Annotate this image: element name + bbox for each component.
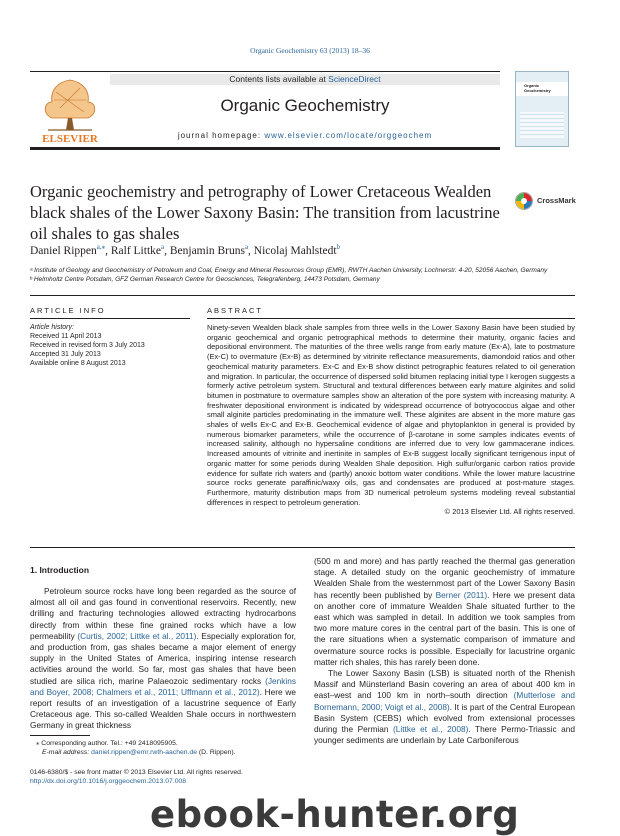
- history-revised: Received in revised form 3 July 2013: [30, 342, 145, 349]
- sciencedirect-link[interactable]: ScienceDirect: [328, 74, 381, 84]
- issn-line: 0146-6380/$ - see front matter © 2013 Elsevier Ltd. All rights reserved.: [30, 769, 243, 776]
- body-text: . It is part of the Central European Basin System (CEBS) which evolved from extensional processes during the Permian: [314, 701, 575, 735]
- author-name[interactable]: Nicolaj Mahlstedt: [253, 244, 337, 257]
- homepage-prefix: journal homepage:: [177, 131, 265, 140]
- footnote-rule: [30, 735, 90, 736]
- body-text: The Lower Saxony Basin (LSB) is situated north of the Rhenish Massif and Münsterland Basin covering an area of about 400 km in east–west and 100 km in north–south direction: [314, 668, 575, 701]
- crossmark-icon: [515, 192, 533, 210]
- contents-banner: [110, 74, 500, 85]
- citation-link[interactable]: (Curtis, 2002; Littke et al., 2011): [77, 630, 197, 641]
- elsevier-logo: [30, 72, 110, 147]
- homepage-link[interactable]: www.elsevier.com/locate/orggeochem: [264, 131, 433, 140]
- author-affiliation-mark[interactable]: b: [336, 243, 341, 251]
- body-text: . Here we report results of an investigation of a lacustrine sequence of Early Cretaceous age. This so-called Wealden Shale occurs in northwestern Germany in great thickness: [30, 686, 296, 731]
- author-list: Daniel Rippen$^{a,⁎}$, Ralf Littke$^a$, Benjamin Bruns$^a$, Nicolaj Mahlstedt$^b$: [30, 243, 341, 257]
- intro-paragraph-1: [30, 586, 296, 732]
- cover-pattern: [520, 112, 564, 138]
- affiliations: [30, 266, 590, 284]
- abstract-rule: [207, 318, 575, 319]
- author-affiliation-mark[interactable]: a: [161, 243, 165, 251]
- journal-reference[interactable]: Organic Geochemistry 63 (2013) 18–36: [250, 46, 370, 55]
- abstract-text: Ninety-seven Wealden black shale samples from three wells in the Lower Saxony Basin have been studied by organic geochemical and organic petrographical methods to determine their maturity, organic facies and depositional environment. The maturities of the three wells range from early mature (Ex-A), late to postmature (Ex-C) to overmature (Ex-B) as determined by vitrinite reflectance measurements, diamondoid ratios and other geochemical maturity parameters. Ex-C and Ex-B show distinct petrographic features related to oil generation and migration. In particular, the occurrence of dispersed solid bitumen replacing initial type I kerogen suggests a formerly active petroleum system. Structural and textural differences between early mature alginites and solid bitumen in postmature to overmature samples show an alteration of the pore system with increasing maturity. A freshwater depositional environment is indicated by widespread occurrence of botryococcus algae and other small alginite particles predominating in the immature well. These alginites are absent in the more mature gas shales of wells Ex-C and Ex-B. Geochemical evidence of algae and phytoplankton in general is provided by numerous biomarker parameters, while the occurrence of β-carotane in some samples indicates events of increased salinity, although no hypersaline conditions are inferred due to very low gammacerane indices. Increased amounts of vitrinite and inertinite in samples of Ex-B suggest locally significant terrigenous input of organic matter for some periods during Wealden Shale deposition. High sulfur/organic carbon ratios provide evidence for sulfate rich waters and (partly) anoxic bottom water conditions. While the lower mature lacustrine source rocks generate paraffinic/waxy oils, gas and condensates are produced at post-mature stages. Furthermore, maturity distribution maps from 3D numerical petroleum systems modeling reveal substantial differences in respect to petroleum generation.: [207, 323, 575, 507]
- history-received: Received 11 April 2013: [30, 333, 102, 340]
- bottom-matter: [30, 768, 310, 786]
- journal-homepage: [110, 131, 500, 140]
- crossmark-badge[interactable]: [515, 191, 575, 211]
- corresponding-author: ⁎ Corresponding author. Tel.: +49 2418095905.: [36, 740, 178, 747]
- cover-title: Organic Geochemistry: [524, 83, 551, 93]
- publisher-name: ELSEVIER: [42, 133, 98, 145]
- abstract-end-rule: [30, 547, 575, 548]
- journal-cover-image[interactable]: [515, 71, 569, 147]
- section-heading: 1. Introduction: [30, 565, 90, 575]
- body-right-column: [314, 556, 575, 746]
- body-text: (500 m and more) and has partly reached the thermal gas generation stage. A detailed study on the organic geochemistry of immature Wealden Shale from the westernmost part of the Lower Saxony Basin has recently been published by: [314, 556, 575, 600]
- email-suffix: (D. Rippen).: [197, 749, 236, 756]
- body-left-column: [30, 586, 296, 732]
- author-name[interactable]: Benjamin Bruns: [169, 244, 245, 257]
- affiliation-b: ᵇ Helmholtz Centre Potsdam, GFZ German Research Centre for Geosciences, Telegrafenberg, 14473 Potsdam, Germany: [30, 276, 380, 283]
- article-history: [30, 323, 180, 368]
- affiliation-rule: [30, 295, 575, 296]
- intro-paragraph-1-cont: [314, 556, 575, 668]
- article-info-rule: [30, 318, 190, 319]
- email-label: E-mail address:: [42, 749, 92, 756]
- affiliation-a: ᵃ Institute of Geology and Geochemistry of Petroleum and Coal, Energy and Mineral Resources Group (EMR), RWTH Aachen University, Lochnerstr. 4-20, 52056 Aachen, Germany: [30, 267, 548, 274]
- citation-link[interactable]: (Mutterlose and Bornemann, 2000; Voigt et al., 2008): [314, 690, 575, 712]
- journal-title[interactable]: Organic Geochemistry: [220, 96, 390, 115]
- author-affiliation-mark[interactable]: a: [244, 243, 249, 251]
- article-info-heading: ARTICLE INFO: [30, 306, 106, 315]
- intro-paragraph-2: [314, 668, 575, 746]
- history-label: Article history:: [30, 324, 74, 331]
- author-name[interactable]: Daniel Rippen: [30, 244, 97, 257]
- email-line: [30, 748, 310, 757]
- watermark: ebook-hunter.org: [150, 793, 520, 836]
- history-accepted: Accepted 31 July 2013: [30, 351, 101, 358]
- author-affiliation-mark[interactable]: a,⁎: [96, 243, 106, 251]
- history-online: Available online 8 August 2013: [30, 360, 126, 367]
- citation-link[interactable]: (Littke et al., 2008): [393, 724, 469, 735]
- article-title: Organic geochemistry and petrography of Lower Cretaceous Wealden black shales of the Lower Saxony Basin: The transition from lacustrine oil shales to gas shales: [30, 182, 500, 243]
- citation-link[interactable]: Berner (2011): [435, 589, 488, 600]
- body-text: . Especially exploration for, and production from, gas shales became a major element of energy supply in the United States of America, inspiring intense research activities around the world. So far, most gas shales that have been studied are silica rich, marine Palaeozoic sedimentary rocks: [30, 630, 296, 686]
- crossmark-label: CrossMark: [537, 196, 576, 205]
- body-text: . There Permo-Triassic and younger sediments are underlain by Late Carboniferous: [314, 724, 575, 746]
- abstract-body: [207, 323, 575, 517]
- author-name[interactable]: Ralf Littke: [110, 244, 161, 257]
- abstract-copyright: © 2013 Elsevier Ltd. All rights reserved.: [444, 507, 575, 517]
- header-bar: [30, 147, 500, 150]
- body-text: . Here we present data on another core of immature Wealden Shale situated further to the east which was sampled in detail. In addition we took samples from two more mature cores in the central part of the basin. This is one of the rare situations when a systematic comparison of immature and overmature source rocks is possible. Especially for lacustrine organic matter rich shales, this has rarely been done.: [314, 589, 576, 667]
- citation-link[interactable]: (Jenkins and Boyer, 2008; Chalmers et al., 2011; Uffmann et al., 2012): [30, 675, 296, 697]
- footnote: [30, 739, 310, 757]
- contents-prefix: Contents lists available at: [229, 74, 329, 84]
- doi-link[interactable]: http://dx.doi.org/10.1016/j.orggeochem.2013.07.008: [30, 778, 187, 785]
- abstract-heading: ABSTRACT: [207, 306, 264, 315]
- email-link[interactable]: daniel.rippen@emr.rwth-aachen.de: [91, 749, 198, 756]
- body-text: Petroleum source rocks have long been regarded as the source of almost all oil and gas found in conventional reservoirs. Recently, new drilling and fracturing technologies allowed extracting hydrocarbons directly from within these fine grained rocks which have a low permeability: [30, 586, 296, 641]
